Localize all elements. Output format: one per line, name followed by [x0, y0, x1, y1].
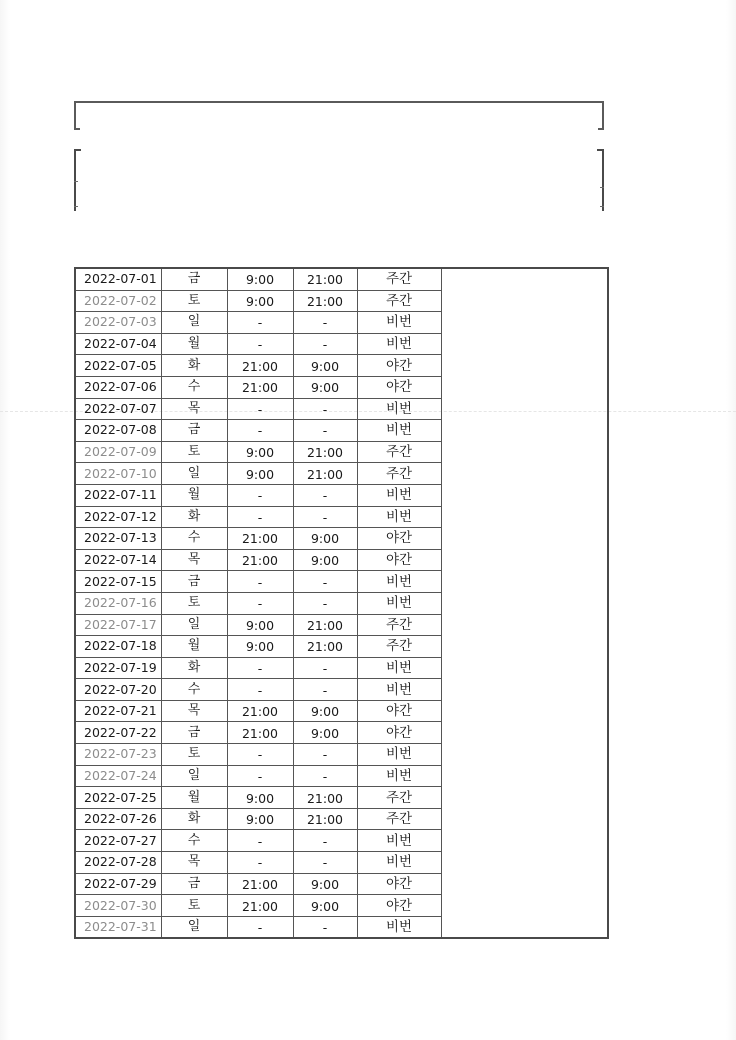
end-time-cell: 9:00 [293, 355, 357, 377]
weekday-cell: 수 [161, 376, 227, 398]
weekday-cell: 토 [161, 895, 227, 917]
header-left-tick [74, 181, 78, 182]
end-time-cell: 9:00 [293, 528, 357, 550]
start-time-cell: 9:00 [227, 290, 293, 312]
end-time-cell: - [293, 398, 357, 420]
end-time-cell: 21:00 [293, 268, 357, 290]
remarks-cell [441, 679, 608, 701]
end-time-cell: - [293, 830, 357, 852]
date-cell: 2022-07-19 [75, 657, 161, 679]
date-cell: 2022-07-24 [75, 765, 161, 787]
end-time-cell: 9:00 [293, 700, 357, 722]
date-cell: 2022-07-10 [75, 463, 161, 485]
table-row [75, 268, 608, 290]
shift-type-cell: 비번 [357, 592, 441, 614]
date-cell: 2022-07-18 [75, 636, 161, 658]
start-time-cell: 21:00 [227, 355, 293, 377]
remarks-cell [441, 787, 608, 809]
title-box-left-foot [74, 128, 80, 130]
date-cell: 2022-07-26 [75, 808, 161, 830]
table-row [75, 333, 608, 355]
date-cell: 2022-07-28 [75, 852, 161, 874]
date-cell: 2022-07-17 [75, 614, 161, 636]
start-time-cell: - [227, 571, 293, 593]
date-cell: 2022-07-06 [75, 376, 161, 398]
shift-type-cell: 주간 [357, 441, 441, 463]
weekday-cell: 화 [161, 506, 227, 528]
start-time-cell: - [227, 506, 293, 528]
date-cell: 2022-07-09 [75, 441, 161, 463]
schedule-body [75, 268, 608, 938]
weekday-cell: 월 [161, 333, 227, 355]
date-cell: 2022-07-04 [75, 333, 161, 355]
table-row [75, 549, 608, 571]
shift-type-cell: 주간 [357, 614, 441, 636]
remarks-cell [441, 506, 608, 528]
table-row [75, 614, 608, 636]
end-time-cell: - [293, 852, 357, 874]
start-time-cell: 21:00 [227, 873, 293, 895]
remarks-cell [441, 376, 608, 398]
end-time-cell: - [293, 484, 357, 506]
start-time-cell: 9:00 [227, 268, 293, 290]
title-box-left-edge [74, 103, 76, 130]
shift-type-cell: 비번 [357, 679, 441, 701]
start-time-cell: - [227, 420, 293, 442]
date-cell: 2022-07-03 [75, 312, 161, 334]
table-row [75, 852, 608, 874]
end-time-cell: - [293, 592, 357, 614]
table-row [75, 830, 608, 852]
start-time-cell: 21:00 [227, 528, 293, 550]
table-row [75, 484, 608, 506]
shift-type-cell: 비번 [357, 312, 441, 334]
shift-type-cell: 야간 [357, 700, 441, 722]
shift-type-cell: 주간 [357, 787, 441, 809]
shift-type-cell: 야간 [357, 895, 441, 917]
table-row [75, 312, 608, 334]
end-time-cell: 21:00 [293, 290, 357, 312]
end-time-cell: 21:00 [293, 808, 357, 830]
weekday-cell: 목 [161, 852, 227, 874]
end-time-cell: - [293, 506, 357, 528]
table-row [75, 528, 608, 550]
start-time-cell: - [227, 484, 293, 506]
weekday-cell: 목 [161, 398, 227, 420]
date-cell: 2022-07-12 [75, 506, 161, 528]
table-row [75, 398, 608, 420]
table-row [75, 916, 608, 938]
start-time-cell: - [227, 916, 293, 938]
start-time-cell: - [227, 830, 293, 852]
start-time-cell: - [227, 312, 293, 334]
end-time-cell: 9:00 [293, 895, 357, 917]
remarks-cell [441, 852, 608, 874]
remarks-cell [441, 268, 608, 290]
start-time-cell: - [227, 592, 293, 614]
date-cell: 2022-07-07 [75, 398, 161, 420]
date-cell: 2022-07-14 [75, 549, 161, 571]
end-time-cell: 21:00 [293, 787, 357, 809]
shift-type-cell: 비번 [357, 744, 441, 766]
shift-type-cell: 야간 [357, 528, 441, 550]
table-row [75, 571, 608, 593]
start-time-cell: - [227, 657, 293, 679]
shift-type-cell: 야간 [357, 376, 441, 398]
date-cell: 2022-07-13 [75, 528, 161, 550]
table-row [75, 506, 608, 528]
weekday-cell: 일 [161, 312, 227, 334]
remarks-cell [441, 549, 608, 571]
shift-type-cell: 주간 [357, 636, 441, 658]
shift-type-cell: 주간 [357, 268, 441, 290]
end-time-cell: - [293, 744, 357, 766]
start-time-cell: 21:00 [227, 722, 293, 744]
date-cell: 2022-07-01 [75, 268, 161, 290]
start-time-cell: - [227, 333, 293, 355]
remarks-cell [441, 636, 608, 658]
date-cell: 2022-07-05 [75, 355, 161, 377]
remarks-cell [441, 895, 608, 917]
weekday-cell: 금 [161, 873, 227, 895]
date-cell: 2022-07-16 [75, 592, 161, 614]
remarks-cell [441, 398, 608, 420]
start-time-cell: 21:00 [227, 376, 293, 398]
start-time-cell: - [227, 744, 293, 766]
end-time-cell: 21:00 [293, 463, 357, 485]
shift-type-cell: 주간 [357, 290, 441, 312]
header-area [74, 149, 604, 268]
weekday-cell: 목 [161, 549, 227, 571]
start-time-cell: 21:00 [227, 895, 293, 917]
remarks-cell [441, 592, 608, 614]
shift-type-cell: 주간 [357, 808, 441, 830]
table-row [75, 592, 608, 614]
table-row [75, 290, 608, 312]
weekday-cell: 일 [161, 463, 227, 485]
end-time-cell: 21:00 [293, 441, 357, 463]
date-cell: 2022-07-25 [75, 787, 161, 809]
remarks-cell [441, 290, 608, 312]
start-time-cell: 21:00 [227, 549, 293, 571]
end-time-cell: - [293, 765, 357, 787]
start-time-cell: - [227, 852, 293, 874]
date-cell: 2022-07-31 [75, 916, 161, 938]
date-cell: 2022-07-11 [75, 484, 161, 506]
end-time-cell: - [293, 657, 357, 679]
remarks-cell [441, 765, 608, 787]
start-time-cell: 9:00 [227, 808, 293, 830]
remarks-cell [441, 441, 608, 463]
weekday-cell: 금 [161, 420, 227, 442]
table-row [75, 700, 608, 722]
start-time-cell: 9:00 [227, 441, 293, 463]
shift-type-cell: 비번 [357, 852, 441, 874]
table-row [75, 441, 608, 463]
date-cell: 2022-07-15 [75, 571, 161, 593]
weekday-cell: 수 [161, 528, 227, 550]
header-left-bracket [74, 149, 81, 211]
shift-schedule-table [74, 267, 609, 939]
shift-type-cell: 야간 [357, 549, 441, 571]
start-time-cell: 21:00 [227, 700, 293, 722]
start-time-cell: - [227, 765, 293, 787]
remarks-cell [441, 528, 608, 550]
table-row [75, 765, 608, 787]
remarks-cell [441, 614, 608, 636]
weekday-cell: 일 [161, 765, 227, 787]
table-row [75, 787, 608, 809]
shift-type-cell: 비번 [357, 657, 441, 679]
weekday-cell: 금 [161, 268, 227, 290]
end-time-cell: 9:00 [293, 873, 357, 895]
table-row [75, 679, 608, 701]
end-time-cell: - [293, 916, 357, 938]
end-time-cell: 9:00 [293, 549, 357, 571]
weekday-cell: 화 [161, 657, 227, 679]
shift-type-cell: 비번 [357, 484, 441, 506]
remarks-cell [441, 722, 608, 744]
table-row [75, 420, 608, 442]
remarks-cell [441, 873, 608, 895]
end-time-cell: - [293, 571, 357, 593]
end-time-cell: - [293, 333, 357, 355]
date-cell: 2022-07-30 [75, 895, 161, 917]
table-row [75, 657, 608, 679]
shift-type-cell: 비번 [357, 506, 441, 528]
shift-type-cell: 비번 [357, 916, 441, 938]
table-row [75, 376, 608, 398]
weekday-cell: 금 [161, 571, 227, 593]
table-row [75, 873, 608, 895]
weekday-cell: 일 [161, 916, 227, 938]
table-row [75, 744, 608, 766]
remarks-cell [441, 420, 608, 442]
title-box-right-edge [602, 103, 604, 130]
date-cell: 2022-07-21 [75, 700, 161, 722]
header-left-tick [74, 206, 78, 207]
remarks-cell [441, 571, 608, 593]
remarks-cell [441, 744, 608, 766]
shift-type-cell: 주간 [357, 463, 441, 485]
title-box [74, 101, 604, 130]
table-row [75, 895, 608, 917]
table-row [75, 722, 608, 744]
end-time-cell: 21:00 [293, 614, 357, 636]
date-cell: 2022-07-29 [75, 873, 161, 895]
remarks-cell [441, 333, 608, 355]
remarks-cell [441, 312, 608, 334]
weekday-cell: 토 [161, 744, 227, 766]
shift-type-cell: 야간 [357, 722, 441, 744]
weekday-cell: 목 [161, 700, 227, 722]
date-cell: 2022-07-08 [75, 420, 161, 442]
date-cell: 2022-07-23 [75, 744, 161, 766]
weekday-cell: 금 [161, 722, 227, 744]
end-time-cell: 9:00 [293, 376, 357, 398]
date-cell: 2022-07-27 [75, 830, 161, 852]
remarks-cell [441, 657, 608, 679]
weekday-cell: 일 [161, 614, 227, 636]
header-right-tick [600, 206, 604, 207]
table-row [75, 355, 608, 377]
title-box-right-foot [598, 128, 604, 130]
date-cell: 2022-07-22 [75, 722, 161, 744]
remarks-cell [441, 700, 608, 722]
header-right-tick [600, 187, 604, 188]
shift-type-cell: 야간 [357, 873, 441, 895]
start-time-cell: - [227, 398, 293, 420]
remarks-cell [441, 916, 608, 938]
table-row [75, 463, 608, 485]
start-time-cell: - [227, 679, 293, 701]
weekday-cell: 토 [161, 592, 227, 614]
start-time-cell: 9:00 [227, 636, 293, 658]
start-time-cell: 9:00 [227, 787, 293, 809]
remarks-cell [441, 463, 608, 485]
shift-type-cell: 비번 [357, 333, 441, 355]
shift-type-cell: 비번 [357, 571, 441, 593]
table-row [75, 636, 608, 658]
date-cell: 2022-07-02 [75, 290, 161, 312]
end-time-cell: 9:00 [293, 722, 357, 744]
date-cell: 2022-07-20 [75, 679, 161, 701]
shift-type-cell: 비번 [357, 765, 441, 787]
start-time-cell: 9:00 [227, 463, 293, 485]
remarks-cell [441, 808, 608, 830]
end-time-cell: - [293, 679, 357, 701]
end-time-cell: - [293, 420, 357, 442]
header-right-bracket [597, 149, 604, 211]
shift-type-cell: 비번 [357, 398, 441, 420]
remarks-cell [441, 484, 608, 506]
table-row [75, 808, 608, 830]
remarks-cell [441, 830, 608, 852]
weekday-cell: 토 [161, 290, 227, 312]
weekday-cell: 화 [161, 355, 227, 377]
weekday-cell: 월 [161, 484, 227, 506]
weekday-cell: 수 [161, 830, 227, 852]
shift-type-cell: 야간 [357, 355, 441, 377]
weekday-cell: 화 [161, 808, 227, 830]
remarks-cell [441, 355, 608, 377]
start-time-cell: 9:00 [227, 614, 293, 636]
shift-type-cell: 비번 [357, 420, 441, 442]
weekday-cell: 토 [161, 441, 227, 463]
weekday-cell: 월 [161, 636, 227, 658]
weekday-cell: 수 [161, 679, 227, 701]
end-time-cell: 21:00 [293, 636, 357, 658]
weekday-cell: 월 [161, 787, 227, 809]
shift-type-cell: 비번 [357, 830, 441, 852]
end-time-cell: - [293, 312, 357, 334]
